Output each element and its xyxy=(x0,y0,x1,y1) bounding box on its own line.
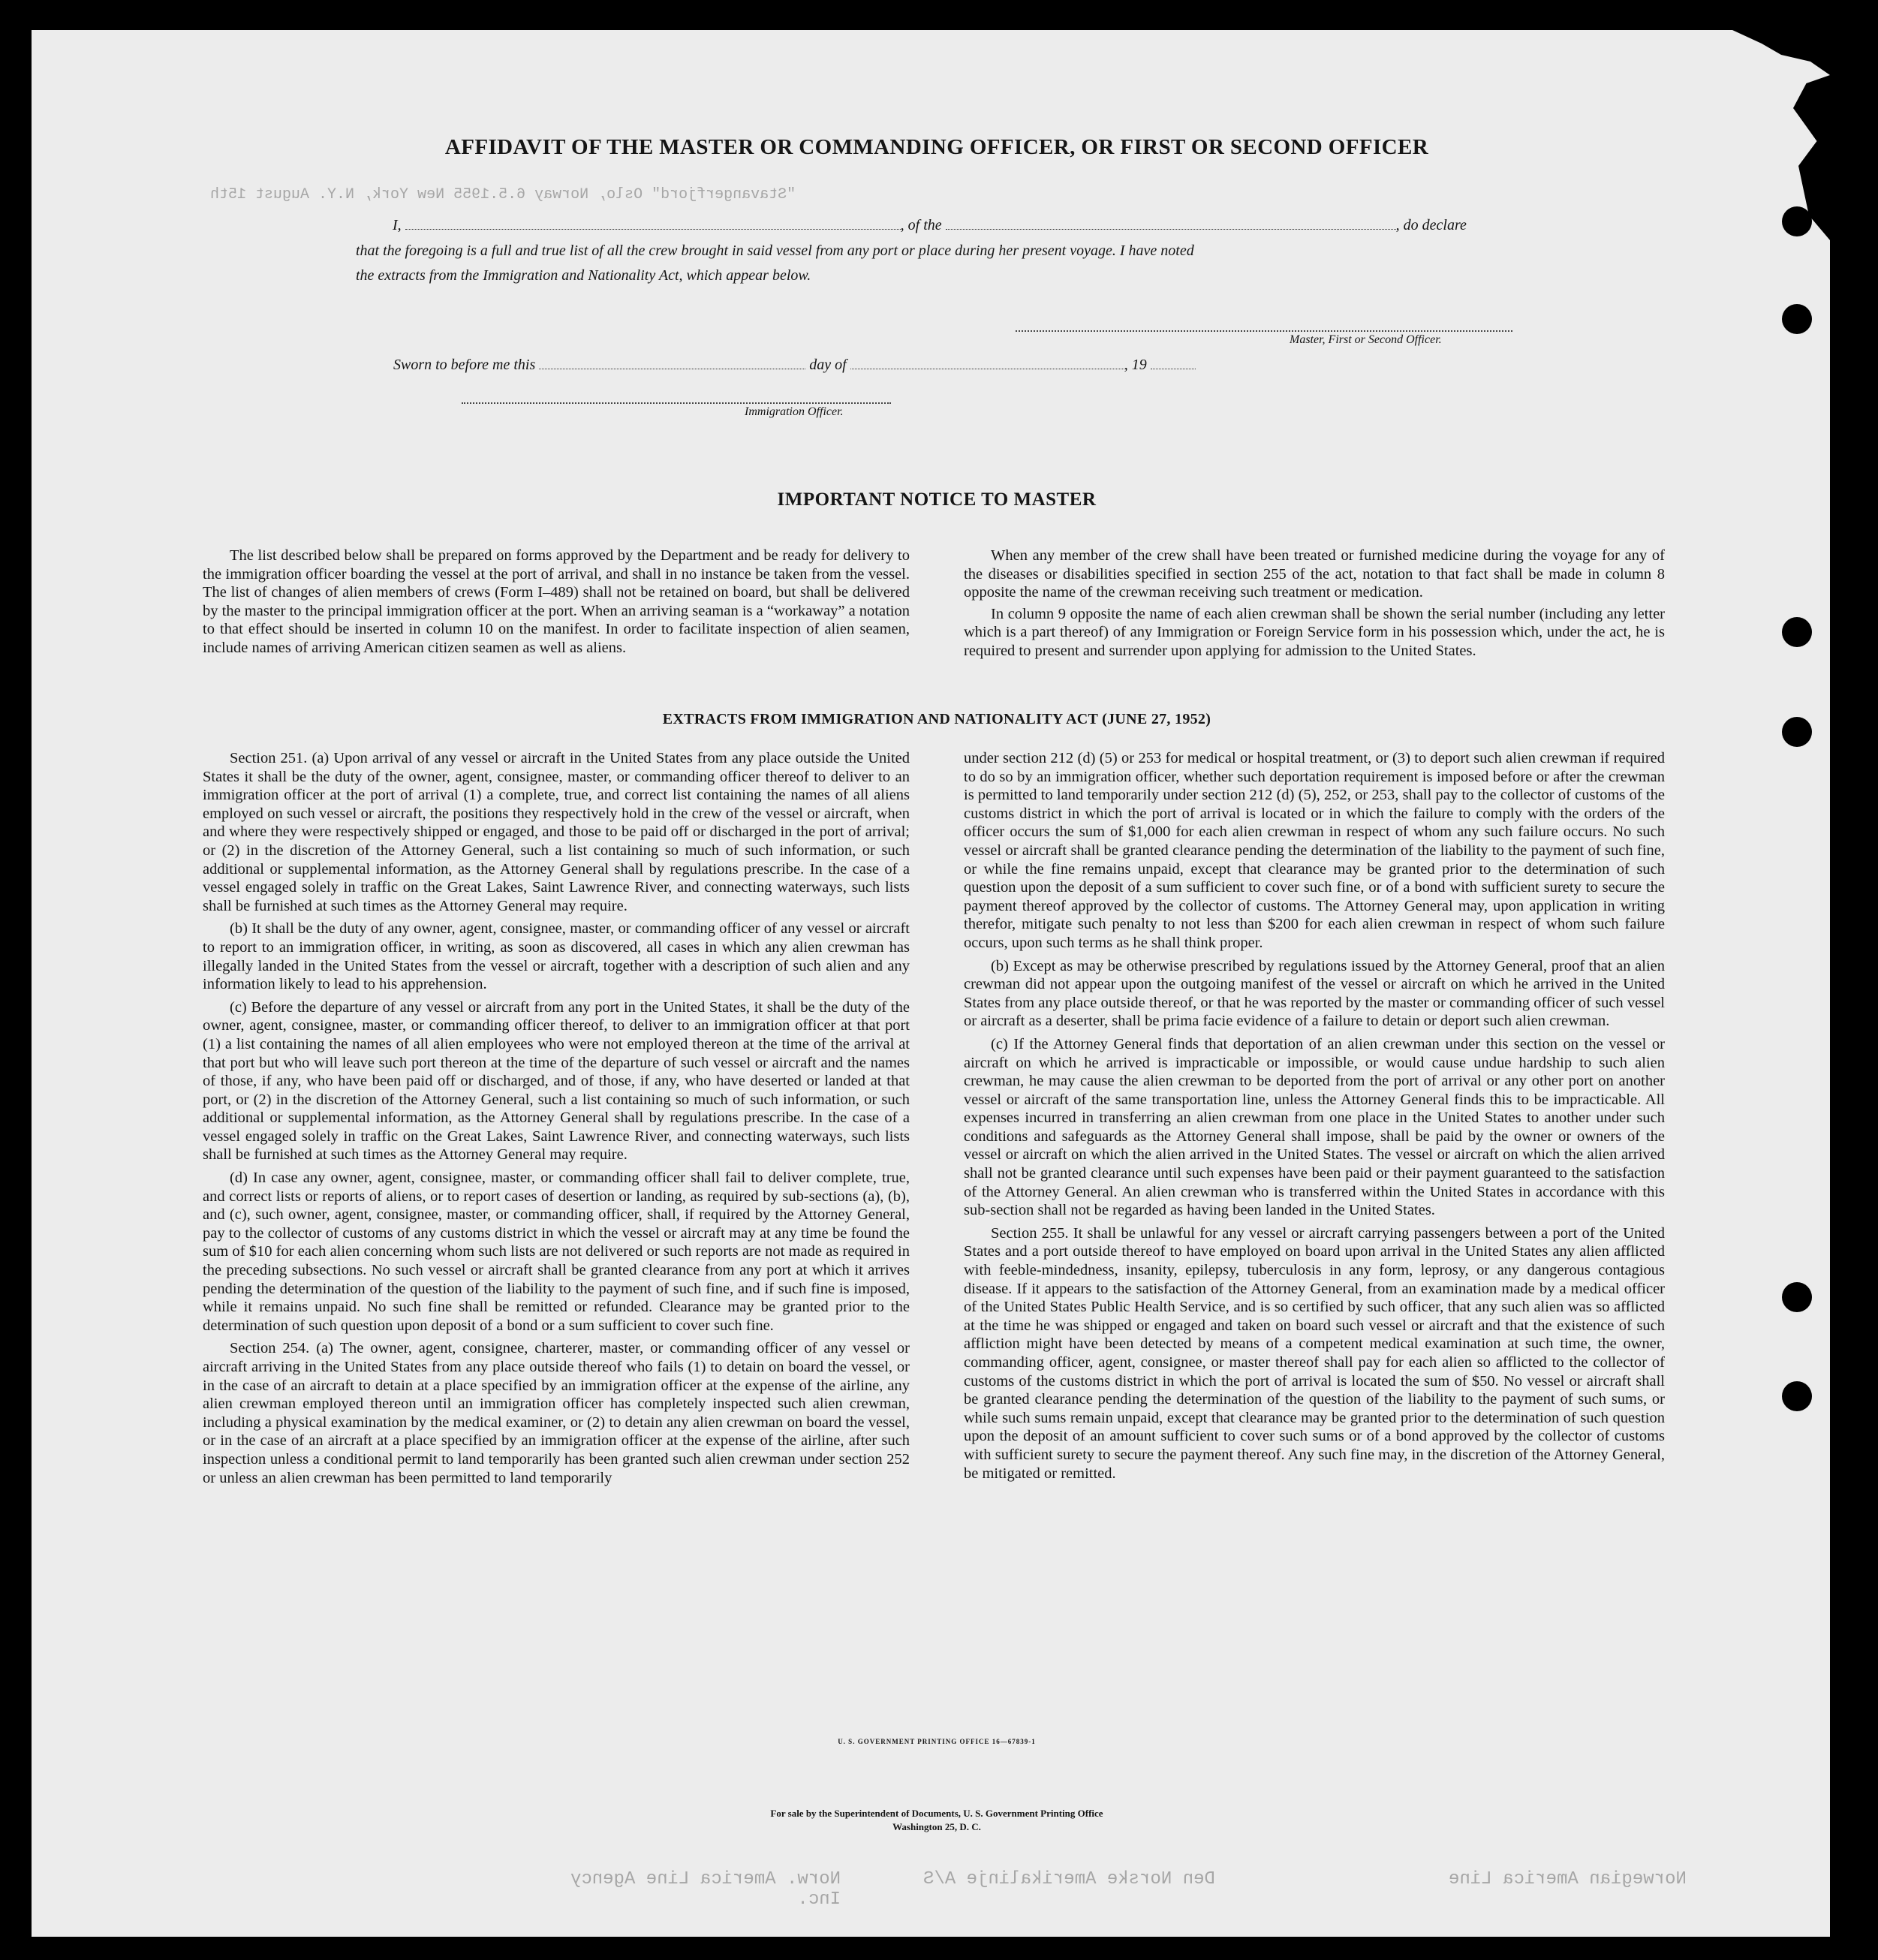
torn-corner xyxy=(1732,30,1830,75)
section-254c: (c) If the Attorney General finds that deportation of an alien crewman under this section on the vessel or aircraft on which he arrived is impracticable or impossible, or would cause undue hardship to such alien crewman, he may cause the alien crewman to be deported from the port of arrival or any other port on another vessel or aircraft of the same transportation line, unless the Attorney General finds this to be impracticable. All expenses incurred in transferring an alien crewman from one place in the United States to another under such conditions and safeguards as the Attorney General shall impose, shall be paid by the owner or owners of the vessel or aircraft on which the alien arrived in the United States. The vessel or aircraft on which the alien arrived shall not be granted clearance until such expenses have been paid or their payment guaranteed to the satisfaction of the Attorney General. An alien crewman who is transferred within the United States in accordance with this sub-section shall not be regarded as having been landed in the United States. xyxy=(964,1035,1665,1219)
master-signature-line[interactable] xyxy=(1016,330,1512,332)
bleed-through-top: "Stavangerfjord" Oslo, Norway 6.5.1955 New York, N.Y. August 15th xyxy=(210,186,796,203)
notice-left-column xyxy=(203,546,910,662)
section-251c: (c) Before the departure of any vessel or aircraft from any port in the United States, it shall be the duty of the owner, agent, consignee, master, or commanding officer thereof, to deliver to an immigration officer at that port (1) a list containing the names of all alien employees who were not employed thereon at the time of the arrival at that port but who will leave such port thereon at the time of the departure of such vessel or aircraft and the names of those, if any, who have been paid off or discharged, and of those, if any, who have deserted or landed at that port, or (2) in the discretion of the Attorney General, such a list containing so much of such information, or such additional or supplemental information, as the Attorney General shall by regulations prescribe. In the case of a vessel engaged solely in traffic on the Great Lakes, Saint Lawrence River, and connecting waterways, such lists shall be furnished at such times as the Attorney General may require. xyxy=(203,998,910,1164)
section-254b: (b) Except as may be otherwise prescribed by regulations issued by the Attorney General, proof that an alien crewman did not appear upon the outgoing manifest of the vessel or aircraft on which he arrived in the United States from any place outside thereof, or that he was reported by the master or commanding officer of such vessel or aircraft as a deserter, shall be prima facie evidence of a failure to detain or deport such alien crewman. xyxy=(964,957,1665,1030)
notice-right-paragraph-1: When any member of the crew shall have been treated or furnished medicine during the voyage for any of the diseases or disabilities specified in section 255 of the act, notation to that fact shall be made in column 8 opposite the name of the crewman receiving such treatment or medication. xyxy=(964,547,1665,601)
extracts-left-column xyxy=(203,749,910,1492)
officer-signature-line[interactable] xyxy=(462,402,891,404)
year-blank[interactable] xyxy=(1151,355,1196,369)
bleed-through-bottom-right: Norwegian America Line xyxy=(1449,1869,1687,1889)
printing-office-line: U. S. GOVERNMENT PRINTING OFFICE 16—67839-1 xyxy=(838,1738,1036,1745)
officer-signature-label: Immigration Officer. xyxy=(745,405,844,418)
declaration-of-the: , of the xyxy=(900,217,942,233)
section-254a: Section 254. (a) The owner, agent, consignee, charterer, master, or commanding officer of any vessel or aircraft arriving in the United States from any place outside thereof who fails (1) to detain on board the vessel, or in the case of an aircraft to detain at a place specified by an immigration officer at the expense of the airline, any alien crewman employed thereon until an immigration officer has completely inspected such alien crewman, including a physical examination by the medical examiner, or (2) to detain any alien crewman on board the vessel, or in the case of an aircraft at a place specified by an immigration officer at the expense of the airline, after such inspection unless a conditional permit to land temporarily has been granted such alien crewman under section 252 or unless an alien crewman has been permitted to land temporarily xyxy=(203,1340,910,1486)
notice-left-paragraph: The list described below shall be prepared on forms approved by the Department and be ready for delivery to the immigration officer boarding the vessel at the port of arrival, and shall in no instance be taken from the vessel. The list of changes of alien members of crews (Form I–489) shall not be retained on board, but shall be delivered by the master to the principal immigration officer at the port. When an arriving seaman is a “workaway” a notation to that effect should be inserted in column 10 on the manifest. In order to facilitate inspection of alien seamen, include names of arriving American citizen seamen as well as aliens. xyxy=(203,547,910,656)
punch-hole xyxy=(1782,617,1812,647)
section-251a: Section 251. (a) Upon arrival of any vessel or aircraft in the United States from any place outside the United States it shall be the duty of the owner, agent, consignee, master, or commanding officer thereof to deliver to an immigration officer at the port of arrival (1) a complete, true, and correct list containing the names of all aliens employed on such vessel or aircraft, the positions they respectively hold in the crew of the vessel or aircraft, when and where they were respectively shipped or engaged, and those to be paid off or discharged in the port of arrival; or (2) in the discretion of the Attorney General, such a list containing so much of such information, or such additional or supplemental information, as the Attorney General shall by regulations prescribe. In the case of a vessel engaged solely in traffic on the Great Lakes, Saint Lawrence River, and connecting waterways, such lists shall be furnished at such times as the Attorney General may require. xyxy=(203,750,910,914)
sale-line-1: For sale by the Superintendent of Documents, U. S. Government Printing Office xyxy=(770,1808,1103,1819)
section-254a-cont: under section 212 (d) (5) or 253 for medical or hospital treatment, or (3) to deport such alien crewman if required to do so by an immigration officer, whether such deportation requirement is imposed before or after the crewman is permitted to land temporarily under section 212 (d) (5), 252, or 253, shall pay to the collector of customs of the customs district in which the port of arrival is located or in which the failure to comply with the orders of the officer occurs the sum of $1,000 for each alien crewman in respect of whom any such failure occurs. No such vessel or aircraft shall be granted clearance pending the determination of the liability to the payment of such fine, or while the fine remains unpaid, except that clearance may be granted prior to the determination of such question upon the deposit of a sum sufficient to cover such fine, or of a bond with sufficient surety to secure the payment thereof approved by the collector of customs. The Attorney General may, upon application in writing therefor, mitigate such penalty to not less than $200 for each alien crewman in respect of whom such failure occurs, upon such terms as he shall think proper. xyxy=(964,750,1665,951)
declaration-line-2: that the foregoing is a full and true list of all the crew brought in said vessel from any port or place during her present voyage. I have noted xyxy=(356,242,1194,259)
day-blank[interactable] xyxy=(539,355,805,369)
day-of-label: day of xyxy=(809,357,847,373)
vessel-blank[interactable] xyxy=(946,215,1396,230)
bleed-through-bottom-mid: Den Norske Amerikalinje A/S xyxy=(923,1869,1215,1889)
name-blank[interactable] xyxy=(405,215,901,230)
declaration-line-3: the extracts from the Immigration and Nationality Act, which appear below. xyxy=(356,267,811,284)
declaration-i: I, xyxy=(393,217,402,233)
affidavit-title: AFFIDAVIT OF THE MASTER OR COMMANDING OFFICER, OR FIRST OR SECOND OFFICER xyxy=(444,135,1429,159)
notice-title: IMPORTANT NOTICE TO MASTER xyxy=(777,489,1097,510)
punch-hole xyxy=(1782,304,1812,334)
notice-right-column xyxy=(964,546,1665,665)
punch-hole xyxy=(1782,1381,1812,1411)
master-signature-label: Master, First or Second Officer. xyxy=(1290,333,1442,346)
notice-right-paragraph-2: In column 9 opposite the name of each alien crewman shall be shown the serial number (including any letter which is a part thereof) of any Immigration or Foreign Service form in his possession which, under the act, he is required to present and surrender upon applying for admission to the United States. xyxy=(964,605,1665,659)
bleed-through-bottom-left: Norw. America Line Agency Inc. xyxy=(570,1869,841,1910)
declaration-line-1 xyxy=(393,215,1467,234)
declaration-do-declare: , do declare xyxy=(1395,217,1467,233)
section-251b: (b) It shall be the duty of any owner, agent, consignee, master, or commanding officer of any vessel or aircraft to report to an immigration officer, in writing, as soon as discovered, all cases in which any alien crewman has illegally landed in the United States from the vessel or aircraft, together with a description of such alien and any information likely to lead to his apprehension. xyxy=(203,920,910,993)
extracts-title: EXTRACTS FROM IMMIGRATION AND NATIONALITY ACT (JUNE 27, 1952) xyxy=(662,711,1211,727)
sworn-prefix: Sworn to before me this xyxy=(393,357,536,373)
sale-line-2: Washington 25, D. C. xyxy=(892,1821,981,1832)
extracts-right-column xyxy=(964,749,1665,1487)
punch-hole xyxy=(1782,1282,1812,1312)
sworn-line xyxy=(393,355,1196,374)
section-251d: (d) In case any owner, agent, consignee, master, or commanding officer shall fail to deliver complete, true, and correct lists or reports of aliens, or to report cases of desertion or landing, as required by sub-sections (a), (b), and (c), such owner, agent, consignee, master, or commanding officer, shall, if required by the Attorney General, pay to the collector of customs of any customs district in which the vessel or aircraft may at any time be found the sum of $10 for each alien concerning whom such lists are not delivered or such reports are not made as required in the preceding subsections. No such vessel or aircraft shall be granted clearance from any port at which it arrives pending the determination of the question of the liability to the payment of such fine, and if such fine is imposed, while it remains unpaid. No such fine shall be remitted or refunded. Clearance may be granted prior to the determination of such question upon deposit of a bond or a sum sufficient to cover such fine. xyxy=(203,1170,910,1334)
punch-hole xyxy=(1782,206,1812,236)
month-blank[interactable] xyxy=(850,355,1124,369)
year-prefix: , 19 xyxy=(1124,357,1147,373)
section-255: Section 255. It shall be unlawful for any vessel or aircraft carrying passengers between a port of the United States and a port outside thereof to have employed on board upon arrival in the United States any alien afflicted with feeble-mindedness, insanity, epilepsy, tuberculosis in any form, leprosy, or any dangerous contagious disease. If it appears to the satisfaction of the Attorney General, from an examination made by a medical officer of the United States Public Health Service, and is so certified by such officer, that any such alien was so afflicted at the time he was shipped or engaged and taken on board such vessel or aircraft and that the existence of such affliction might have been detected by means of a competent medical examination at such time, the owner, commanding officer, agent, consignee, or master thereof shall pay for each alien so afflicted to the collector of customs of the customs district in which the port of arrival is located the sum of $50. No vessel or aircraft shall be granted clearance pending the determination of the question of the liability to the payment of such sums, or while such sums remain unpaid, except that clearance may be granted prior to the determination of such question upon the deposit of an amount sufficient to cover such sums or of a bond approved by the collector of customs with sufficient surety to secure the payment thereof. Any such fine may, in the discretion of the Attorney General, be mitigated or remitted. xyxy=(964,1224,1665,1482)
